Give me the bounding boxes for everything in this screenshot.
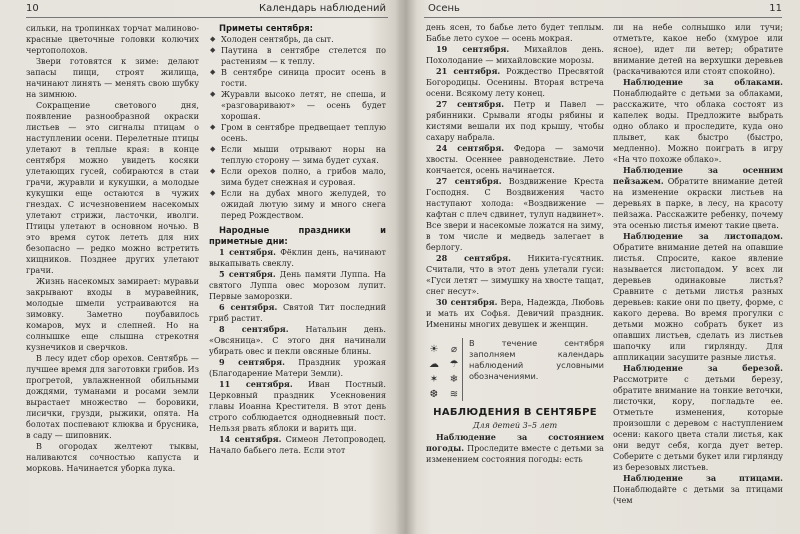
holiday-entry xyxy=(209,324,386,357)
right-column-1 xyxy=(426,22,604,465)
holiday-text: Святой Тит последний гриб растит. xyxy=(209,302,386,323)
left-running-head: Календарь наблюдений xyxy=(258,3,386,14)
holiday-entry xyxy=(426,297,604,330)
holiday-date: 6 сентября. xyxy=(219,302,278,312)
observation-paragraph xyxy=(613,22,783,77)
observation-text: Понаблюдайте с детьми за птицами (чем xyxy=(613,484,783,505)
observation-paragraph xyxy=(426,432,604,465)
holiday-entry xyxy=(209,269,386,302)
sun-icon: ☀ xyxy=(429,344,439,355)
list-item: ◆ Гром в сентябре предвещает теплую осень. xyxy=(209,122,386,144)
observation-paragraph xyxy=(613,363,783,473)
observation-title: Наблюдение за березой. xyxy=(623,363,783,373)
list-item: ◆ Паутина в сентябре стелется по растениям — к теплу. xyxy=(209,45,386,67)
holiday-text: Петр и Павел — рябинники. Срывали ягоды рябины и кистями вешали их под крышу, чтобы сахару набрала. xyxy=(426,99,604,142)
holiday-text: Никита-гусятник. Считали, что в этот день улетали гуси: «Гуси летят — зимушку на хвосте тащат, снег несут». xyxy=(426,253,604,296)
holiday-date: 19 сентября. xyxy=(436,44,510,54)
holiday-date: 27 сентября. xyxy=(436,99,505,109)
list-item: ◆ Если мыши отрывают норы на теплую сторону — зима будет сухая. xyxy=(209,144,386,166)
observation-text: Обратите внимание детей на опавшие листья. Спросите, какое явление называется листопадом. У всех ли деревьев одинаковые листья? Сравните с детьми листья разных деревьев: какие они по цвету, форме, с какого дерева. Во время прогулки с детьми можно собрать букет из опавших листьев, сделать из листьев шапочку или гирлянду. Для аппликации засушите разные листья. xyxy=(613,242,783,362)
list-item: ◆ В сентябре синица просит осень в гости. xyxy=(209,67,386,89)
left-column-2 xyxy=(209,23,386,456)
holiday-entry xyxy=(426,176,604,253)
partly-sunny-icon: ✶ xyxy=(429,374,439,385)
holiday-entry xyxy=(426,44,604,66)
holiday-text: Вера, Надежда, Любовь и мать их Софья. Девичий праздник. Именины многих девушек и женщин. xyxy=(426,297,604,329)
holiday-date: 5 сентября. xyxy=(219,269,276,279)
observation-title: Наблюдение за осенним пейзажем. xyxy=(613,165,783,186)
snow-icon: ❄ xyxy=(449,374,459,385)
observation-text: Обратите внимание детей на изменение окраски листьев на деревьях в парке, в лесу, на красоту пейзажа. Расскажите ребенку, почему эта осенью листья имеют такие цвета. xyxy=(613,176,783,230)
observation-text: Понаблюдайте с детьми за облаками, расскажите, что облака состоят из капелек воды. Предложите выбрать одно облако и проследите, куда оно плывет, как быстро (быстро, медленно). Можно поиграть в игру «На что похоже облако». xyxy=(613,88,783,164)
holiday-text: Иван Постный. Церковный праздник Усекновения главы Иоанна Крестителя. В этот день строго соблюдается однодневный пост. Нельзя рвать яблоки и варить щи. xyxy=(209,379,387,433)
observation-text: Проследите вместе с детьми за изменением состояния погоды: есть xyxy=(426,443,605,464)
left-column-1 xyxy=(26,23,199,474)
holiday-text: Михайлов день. Похолодание — михайловские морозы. xyxy=(426,44,604,65)
holiday-text: Натальин день. «Овсяница». С этого дня начинали убирать овес и пекли овсяные блины. xyxy=(209,324,386,356)
holiday-entry xyxy=(426,253,604,297)
holiday-text: Федора — замочи хвосты. Осеннее равноденствие. Лето кончается, осень начинается. xyxy=(426,143,605,175)
observation-paragraph xyxy=(613,231,783,363)
holiday-entry xyxy=(426,99,604,143)
section-subtitle: Для детей 3–5 лет xyxy=(472,420,558,430)
right-column-2 xyxy=(613,22,783,506)
holiday-date: 24 сентября. xyxy=(436,143,505,153)
holiday-text: Фёклин день, начинают выкапывать свеклу. xyxy=(209,247,386,268)
holiday-text: день ясен, то бабье лето будет теплым. Бабье лето сухое — осень мокрая. xyxy=(426,22,604,43)
fog-icon: ≋ xyxy=(449,389,459,400)
weather-legend xyxy=(426,338,604,401)
frost-icon: ❆ xyxy=(429,389,439,400)
left-page-header xyxy=(26,0,388,18)
holiday-text: Симеон Летопроводец. Начало бабьего лета. Если этот xyxy=(209,434,386,455)
holiday-date: 11 сентября. xyxy=(219,379,293,389)
observation-title: Наблюдение за птицами. xyxy=(623,473,783,483)
holiday-entry xyxy=(209,379,386,434)
paragraph: Звери готовятся к зиме: делают запасы пищи, строят жилища, начинают линять — менять свою шубку на зимнюю. xyxy=(26,56,199,99)
observation-title: Наблюдение за состоянием погоды. xyxy=(426,432,604,453)
list-item: ◆ Если орехов полно, а грибов мало, зима будет снежная и суровая. xyxy=(209,166,386,188)
holiday-date: 9 сентября. xyxy=(219,357,285,367)
right-page-number: 11 xyxy=(769,3,782,14)
holiday-date: 21 сентября. xyxy=(436,66,501,76)
holiday-entry xyxy=(209,247,386,269)
holidays-heading: Народные праздники и приметные дни: xyxy=(209,225,386,246)
omens-list xyxy=(209,34,386,221)
section-title: НАБЛЮДЕНИЯ В СЕНТЯБРЕ xyxy=(433,407,597,418)
holiday-entry xyxy=(209,302,386,324)
holiday-date: 27 сентября. xyxy=(436,176,502,186)
weather-icons xyxy=(426,338,462,401)
holiday-entry xyxy=(209,357,386,379)
holiday-entry xyxy=(426,22,604,44)
omens-heading: Приметы сентября: xyxy=(219,23,313,33)
umbrella-icon: ☂ xyxy=(449,359,459,370)
holiday-date: 14 сентября. xyxy=(219,434,282,444)
observation-title: Наблюдение за листопадом. xyxy=(623,231,783,241)
no-precipitation-icon: ⌀ xyxy=(450,344,458,355)
observation-paragraph xyxy=(613,77,783,165)
holiday-text: Рождество Пресвятой Богородицы. Осенины. Вторая встреча осени. Всякому лету конец. xyxy=(426,66,604,98)
holiday-text: Воздвижение Креста Господня. С Воздвижения часто наступают холода: «Воздвижение — кафтан с плеч сдвинет, тулуп надвинет». Все звери и насекомые ложатся на зиму, в том числе и медведь залегает в берлогу. xyxy=(426,176,604,252)
observation-paragraph xyxy=(613,473,783,506)
left-page-number: 10 xyxy=(26,3,39,14)
paragraph: сильки, на тропинках торчат малиново-красные цветочные головки колючих чертополохов. xyxy=(26,23,199,55)
holiday-entry xyxy=(209,434,386,456)
list-item: ◆ Холоден сентябрь, да сыт. xyxy=(209,34,386,45)
paragraph: В огородах желтеют тыквы, наливаются сочностью капуста и морковь. Начинается уборка лука. xyxy=(26,441,199,473)
paragraph: Сокращение светового дня, появление разнообразной окраски листьев — это сигналы птицам о наступлении осени. Перелетные птицы улетают в теплые края: в конце сентября можно увидеть косяки улетающих гусей, собираются в стаи грачи, журавли и кукушки, а молодые кукушки еще остаются в чужих гнездах. С исчезновением насекомых улетают стрижи, ласточки, иволги. Птицы улетают в основном ночью. В это время суток лететь для них безопасно — редко можно встретить хищников. Позднее других улетают грачи. xyxy=(26,100,199,275)
holiday-text: День памяти Луппа. На святого Луппа овес морозом лупит. Первые заморозки. xyxy=(209,269,386,301)
paragraph: В лесу идет сбор орехов. Сентябрь — лучшее время для заготовки грибов. Из прогретой, увлажненной обильными дождями, туманами и росами земли вырастает множество — боровики, лисички, грузди, рыжики, опята. На болотах поспевают клюква и брусника, в саду — шиповник. xyxy=(26,353,199,440)
holiday-entry xyxy=(426,66,604,99)
holiday-date: 8 сентября. xyxy=(219,324,289,334)
paragraph: Жизнь насекомых замирает: муравьи закрывают входы в муравейник, молодые шмели устраиваются на зимовку. Заметно поубавилось комаров, мух и слепней. Но на солнышке еще слышна стрекотня кузнечиков и сверчков. xyxy=(26,276,199,352)
book-spine xyxy=(395,0,417,534)
holiday-entry xyxy=(426,143,604,176)
right-running-head: Осень xyxy=(428,3,460,14)
holiday-text: Праздник урожая (Благодарение Матери Земли). xyxy=(209,357,386,378)
holiday-date: 28 сентября. xyxy=(436,253,511,263)
observation-paragraph xyxy=(613,165,783,231)
right-page-header xyxy=(424,0,782,18)
holiday-date: 1 сентября. xyxy=(219,247,276,257)
legend-text: В течение сентября заполняем календарь наблюдений условными обозначениями. xyxy=(462,338,604,401)
holiday-date: 30 сентября. xyxy=(436,297,498,307)
list-item: ◆ Журавли высоко летят, не спеша, и «разговаривают» — осень будет хорошая. xyxy=(209,89,386,122)
observation-text: Рассмотрите с детьми березу, обратите внимание на тонкие веточки, листочки, кору, погладьте ее. Отметьте изменения, которые произошли с деревом с наступлением осени: какого цвета стали листья, как они ведут себя, когда дует ветер. Соберите с детьми букет или гирлянду из березовых листьев. xyxy=(613,374,783,472)
cloud-icon: ☁ xyxy=(429,359,439,370)
observation-text: ли на небе солнышко или тучи; отметьте, какое небо (хмурое или ясное), идет ли ветер; обратите внимание детей на верхушки деревьев (раскачиваются или стоят спокойно). xyxy=(613,22,783,76)
list-item: ◆ Если на дубах много желудей, то ожидай лютую зиму и много снега перед Рождеством. xyxy=(209,188,386,221)
observation-title: Наблюдение за облаками. xyxy=(623,77,783,87)
